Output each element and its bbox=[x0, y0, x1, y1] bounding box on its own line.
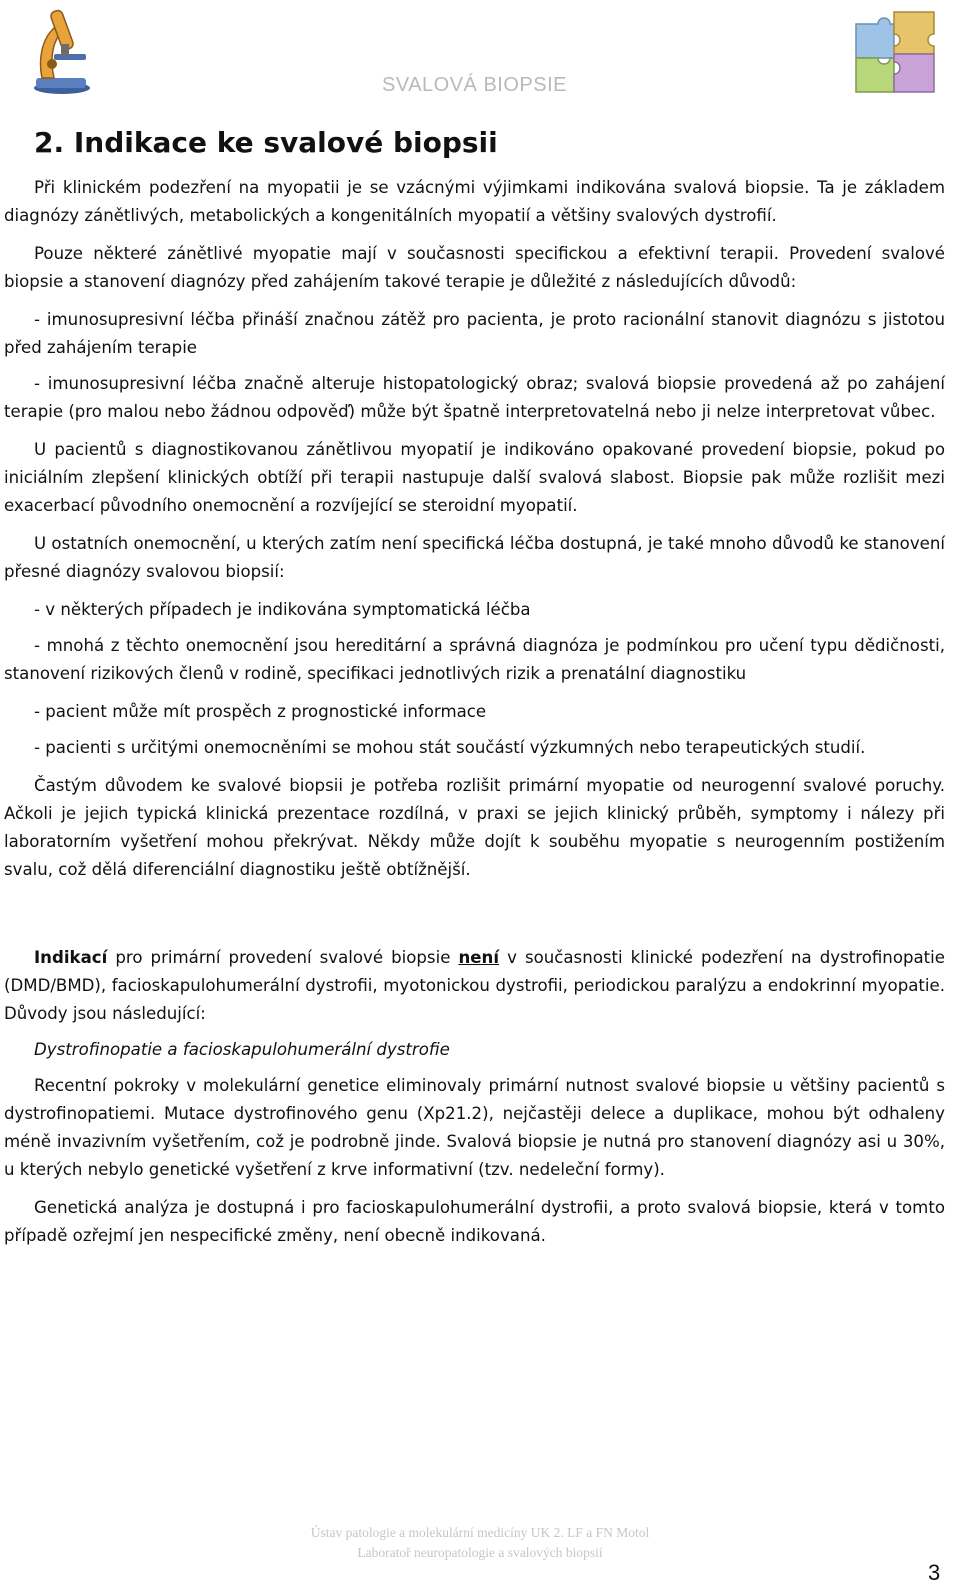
running-title: SVALOVÁ BIOPSIE bbox=[382, 74, 567, 96]
paragraph: Recentní pokroky v molekulární genetice eliminovaly primární nutnost svalové biopsie u většiny pacientů s dystrofinopatiemi. Mutace dystrofinového genu (Xp21.2), nejčastěji delece a duplikace, mohou být odhaleny méně invazivním vyšetřením, což je podrobně jinde. Svalová biopsie je nutná pro stanovení diagnózy asi u 30%, u kterých nebylo genetické vyšetření z krve informativní (tzv. nedeleční formy). bbox=[4, 1076, 945, 1179]
paragraph: Častým důvodem ke svalové biopsii je potřeba rozlišit primární myopatie od neurogenní svalové poruchy. Ačkoli je jejich typická klinická prezentace rozdílná, v praxi se jejich klinický průběh, symptomy i nálezy při laboratorním vyšetření mohou překrývat. Někdy může dojít k souběhu myopatie s neurogenním postižením svalu, což dělá diferenciální diagnostiku ještě obtížnější. bbox=[4, 776, 945, 879]
paragraph-indikace bbox=[4, 944, 945, 1028]
document-body bbox=[4, 174, 945, 1250]
paragraph: Při klinickém podezření na myopatii je se vzácnými výjimkami indikována svalová biopsie. Ta je základem diagnózy zánětlivých, metabolických a kongenitálních myopatií a většiny svalových dystrofií. bbox=[4, 178, 945, 225]
page-number: 3 bbox=[928, 1560, 941, 1585]
paragraph: U ostatních onemocnění, u kterých zatím není specifická léčba dostupná, je také mnoho důvodů ke stanovení přesné diagnózy svalovou biopsií: bbox=[4, 534, 945, 581]
paragraph-text: pro primární provedení svalové biopsie bbox=[107, 948, 459, 967]
footer-institution: Ústav patologie a molekulární medicíny UK 2. LF a FN Motol bbox=[310, 1525, 650, 1540]
list-item: - imunosupresivní léčba značně alteruje histopatologický obraz; svalová biopsie provedená až po zahájení terapie (pro malou nebo žádnou odpověď) může být špatně interpretovatelná nebo ji nelze interpretovat vůbec. bbox=[4, 374, 945, 421]
underlined-term: není bbox=[458, 948, 500, 967]
paragraph: Pouze některé zánětlivé myopatie mají v současnosti specifickou a efektivní terapii. Provedení svalové biopsie a stanovení diagnózy před zahájením takové terapie je důležité z následujících důvodů: bbox=[4, 244, 945, 291]
bold-term: Indikací bbox=[34, 948, 108, 967]
subheading-text: Dystrofinopatie a facioskapulohumerální dystrofie bbox=[34, 1040, 450, 1059]
paragraph-text: v současnosti klinické podezření na dystrofinopatie (DMD/BMD), facioskapulohumerální dystrofii, myotonickou dystrofii, periodickou paralýzu a endokrinní myopatie. Důvody jsou následující: bbox=[4, 948, 945, 1023]
list-item: - mnohá z těchto onemocnění jsou hereditární a správná diagnóza je podmínkou pro učení typu dědičnosti, stanovení rizikových členů v rodině, specifikaci jednotlivých rizik a prenatální diagnostiku bbox=[4, 636, 945, 683]
subheading bbox=[4, 1036, 945, 1064]
list-item: - pacienti s určitými onemocněními se mohou stát součástí výzkumných nebo terapeutických studií. bbox=[34, 738, 866, 757]
puzzle-icon bbox=[848, 4, 940, 96]
list-item: - imunosupresivní léčba přináší značnou zátěž pro pacienta, je proto racionální stanovit diagnózu s jistotou před zahájením terapie bbox=[4, 310, 945, 357]
list-item: - v některých případech je indikována symptomatická léčba bbox=[34, 600, 531, 619]
paragraph: Genetická analýza je dostupná i pro facioskapulohumerální dystrofii, a proto svalová biopsie, která v tomto případě ozřejmí jen nespecifické změny, není obecně indikovaná. bbox=[4, 1198, 945, 1245]
section-title: 2. Indikace ke svalové biopsii bbox=[34, 126, 498, 159]
paragraph: U pacientů s diagnostikovanou zánětlivou myopatií je indikováno opakované provedení biopsie, pokud po iniciálním zlepšení klinických obtíží při terapii nastupuje další svalová slabost. Biopsie pak může rozlišit mezi exacerbací původního onemocnění a rozvíjející se steroidní myopatií. bbox=[4, 440, 945, 515]
microscope-icon bbox=[28, 4, 92, 96]
footer-lab: Laboratoř neuropatologie a svalových biopsií bbox=[357, 1545, 603, 1560]
list-item: - pacient může mít prospěch z prognostické informace bbox=[34, 702, 487, 721]
